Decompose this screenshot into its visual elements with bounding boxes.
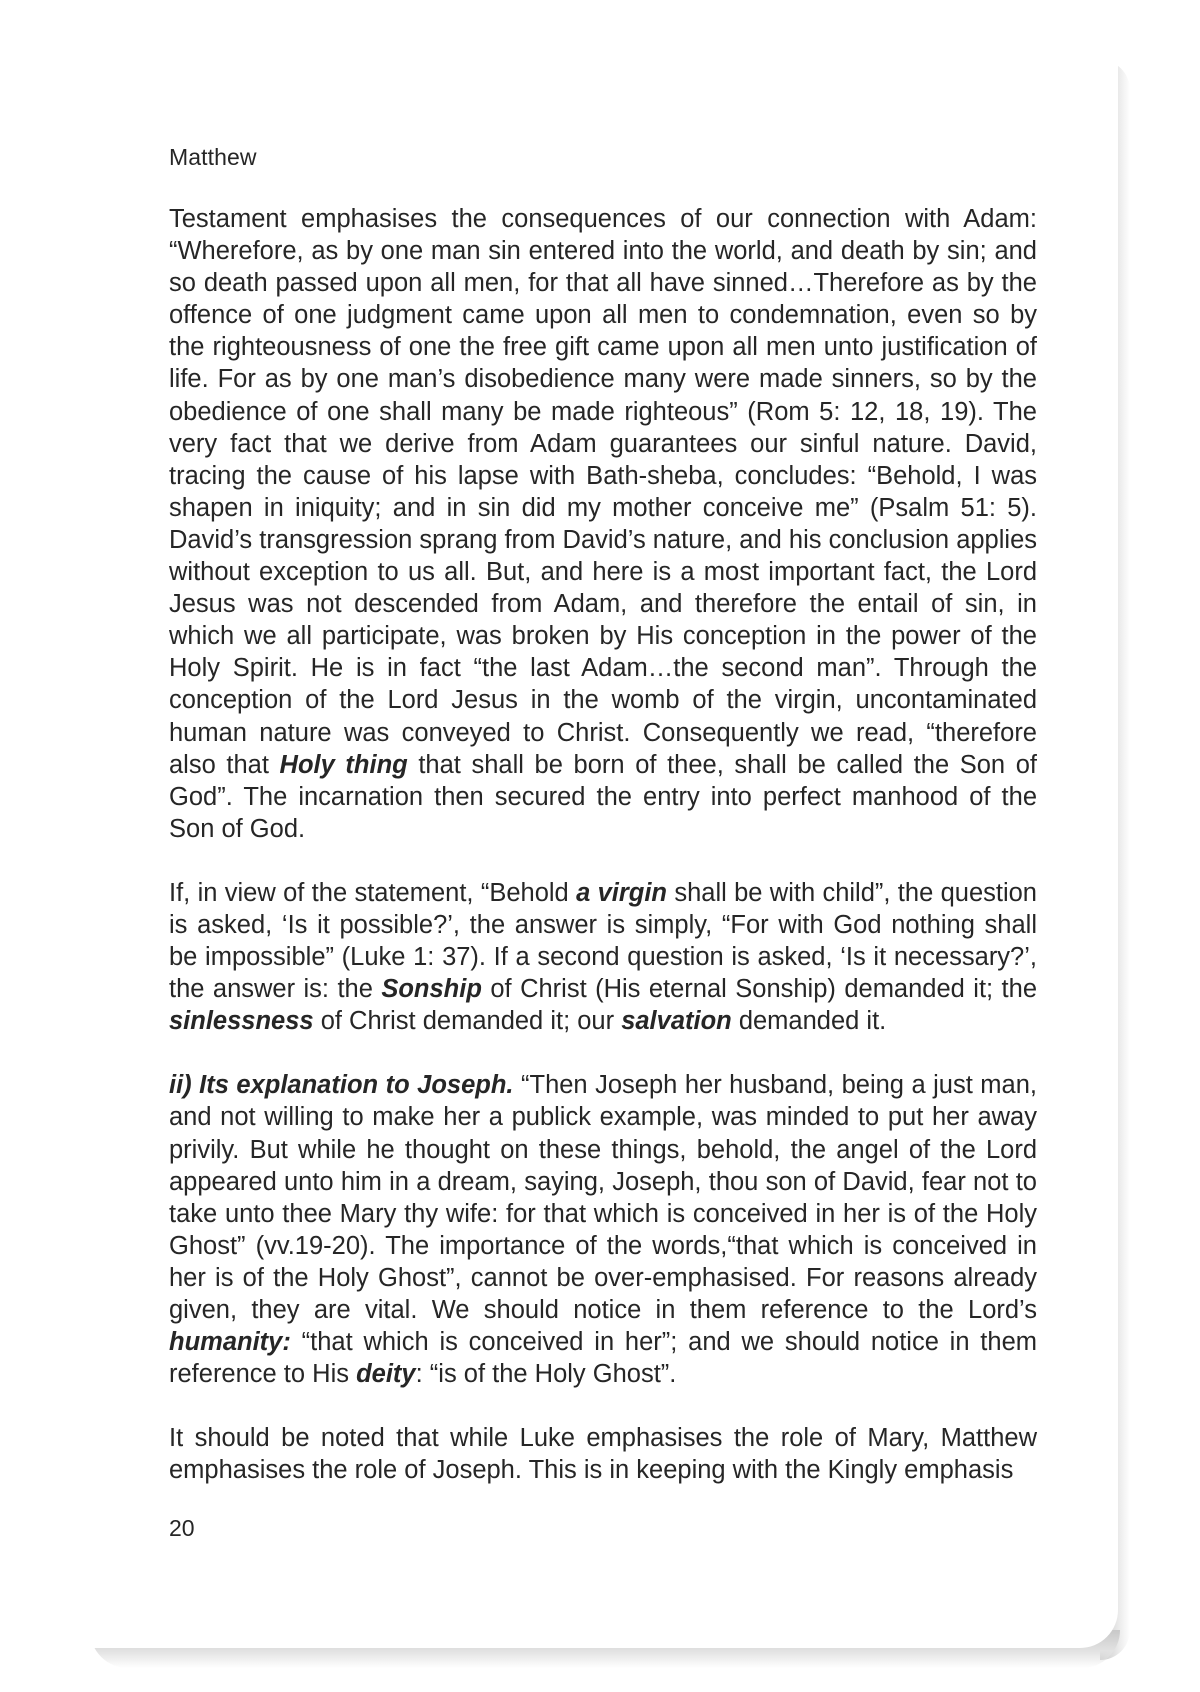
emphasis-text: Sonship	[381, 975, 482, 1004]
paragraph-text: “Then Joseph her husband, being a just man, and not willing to make her a publick example, was minded to put her away privily. But while he thought on these things, behold, the angel of the Lord appeared unto him in a dream, saying, Joseph, thou son of David, fear not to take unto thee Mary thy wife: for that which is conceived in her is of the Holy Ghost” (vv.19-20). The importance of the words,“that which is conceived in her is of the Holy Ghost”, cannot be over-emphasised. For reasons already given, they are vital. We should notice in them reference to the Lord’s	[169, 1071, 1038, 1324]
emphasis-text: Holy thing	[279, 750, 408, 779]
paragraph-text: If, in view of the statement, “Behold	[169, 878, 577, 907]
emphasis-text: deity	[356, 1360, 416, 1389]
paragraph-text: that shall be born of thee, shall be called the Son of God”. The incarnation then secured the entry into perfect manhood of the Son of God.	[169, 750, 1037, 843]
paragraph-text: Testament emphasises the consequences of our connection with Adam: “Wherefore, as by one man sin entered into the world, and death by sin; and so death passed upon all men, for that all have sinned…Therefore as by the offence of one judgment came upon all men to condemnation, even so by the righteousness of one the free gift came upon all men unto justification of life. For as by one man’s disobedience many were made sinners, so by the obedience of one shall many be made righteous” (Rom 5: 12, 18, 19). The very fact that we derive from Adam guarantees our sinful nature. David, tracing the cause of his lapse with Bath-sheba, concludes: “Behold, I was shapen in iniquity; and in sin did my mother conceive me” (Psalm 51: 5). David’s transgression sprang from David’s nature, and his conclusion applies without exception to us all. But, and here is a most important fact, the Lord Jesus was not descended from Adam, and therefore the entail of sin, in which we all participate, was broken by His conception in the power of the Holy Spirit. He is in fact “the last Adam…the second man”. Through the conception of the Lord Jesus in the womb of the virgin, uncontaminated human nature was conveyed to Christ. Consequently we read, “therefore also that	[169, 205, 1037, 779]
paragraph-text: of Christ demanded it; our	[313, 1007, 622, 1036]
paragraph-explanation-to-joseph	[169, 1069, 1037, 1390]
emphasis-text: salvation	[621, 1007, 732, 1036]
paragraph-text: “that which is conceived in her”; and we should notice in them reference to His	[169, 1328, 1037, 1389]
emphasis-text: sinlessness	[169, 1007, 314, 1036]
paragraph-text: : “is of the Holy Ghost”.	[415, 1360, 677, 1389]
paragraph-text: demanded it.	[731, 1007, 887, 1036]
paragraph-virgin-birth	[169, 877, 1037, 1037]
paragraph-role-of-joseph	[169, 1422, 1037, 1486]
body-text	[169, 203, 1037, 1486]
emphasis-text: humanity:	[169, 1328, 291, 1357]
emphasis-text: a virgin	[576, 878, 667, 907]
page-number: 20	[169, 1515, 195, 1541]
paragraph-adam-connection	[169, 203, 1037, 845]
paragraph-text: shall be with child”, the question is asked, ‘Is it possible?’, the answer is simply, “For with God nothing shall be impossible” (Luke 1: 37). If a second question is asked, ‘Is it necessary?’, the answer is: the	[169, 878, 1037, 1004]
running-head: Matthew	[169, 144, 257, 170]
section-heading: ii) Its explanation to Joseph.	[169, 1071, 514, 1100]
paragraph-text: of Christ (His eternal Sonship) demanded it; the	[481, 975, 1037, 1004]
paragraph-text: It should be noted that while Luke emphasises the role of Mary, Matthew emphasises the role of Joseph. This is in keeping with the Kingly emphasis	[169, 1424, 1037, 1485]
